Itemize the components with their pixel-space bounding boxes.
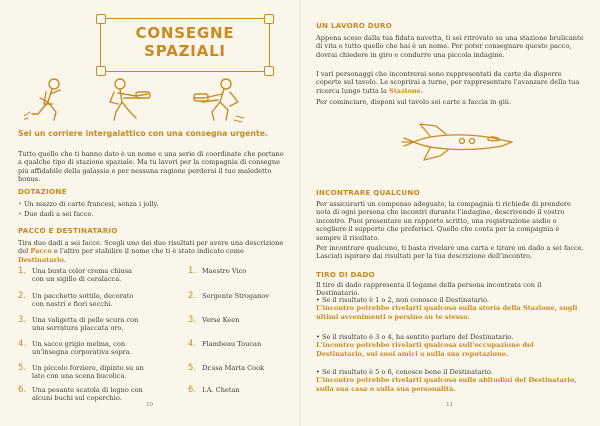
bullet-icon: • <box>18 210 22 218</box>
running-astronaut-icon <box>24 79 60 120</box>
title-line2: SPAZIALI <box>144 42 226 60</box>
table-number: 1. <box>188 265 196 275</box>
incontrare-heading: INCONTRARE QUALCUNO <box>316 188 420 197</box>
tiro-item: • Se il risultato è 1 o 2, non conosce il Destinatario. L'incontro potrebbe rivelarti qualcosa sulla storia della Stazione, sugli ultimi avvenimenti o persino su te stesso. <box>316 296 578 321</box>
dotazione-heading: DOTAZIONE <box>18 187 67 196</box>
spaceship-icon <box>400 120 520 164</box>
title-corner <box>96 66 106 76</box>
title-line1: CONSEGNE <box>135 24 235 42</box>
tiro-intro: Il tiro di dado rappresenta il legame della persona incontrata con il Destinatario. <box>316 281 542 298</box>
right-page <box>300 0 600 426</box>
lavoro-paragraph: Per cominciare, disponi sul tavolo sei carte a faccia in giù. <box>316 98 512 106</box>
tiro-heading: TIRO DI DADO <box>316 270 375 279</box>
pacco-heading: PACCO E DESTINATARIO <box>18 226 118 235</box>
lavoro-heading: UN LAVORO DURO <box>316 21 392 30</box>
dotazione-item: • Un mazzo di carte francesi, senza i jolly. <box>18 200 159 208</box>
lavoro-paragraph: Appena sceso dalla tua fidata navetta, ti sei ritrovato su una stazione brulicante di vita e tutto quello che hai è un nome. Per poter consegnare questo pacco, dovrai chiedere in giro e condurre una piccola indagine. <box>316 34 584 59</box>
gunner-crouching-icon <box>194 79 244 122</box>
page-number-right: 11 <box>446 402 454 408</box>
title-corner <box>264 14 274 24</box>
tiro-item: • Se il risultato è 5 o 6, conosce bene il Destinatario. L'incontro potrebbe rivelarti qualcosa sulle abitudini del Destinatario, sulla sua casa o sulla sua personalità. <box>316 368 577 393</box>
tiro-item: • Se il risultato è 3 o 4, ha sentito parlare del Destinatario. L'incontro potrebbe rivelarti qualcosa sull'occupazione del Destinatario, sui suoi amici o sulla sua reputazione. <box>316 333 534 358</box>
gunner-astronaut-icon <box>110 79 150 120</box>
page-number-left: 10 <box>146 402 154 408</box>
lavoro-paragraph: I vari personaggi che incontrerai sono rappresentati da carte da disporre coperte sul tavolo. Le scoprirai a turno, per rappresentare l'avanzare della tua ricerca lungo tutta la Stazione. <box>316 70 580 95</box>
left-page: CONSEGNE SPAZIALI Sei un corriere intergalattico con una consegna urgente. Tutto quello che ti hanno dato è un nome e una serie di coordinate che portano a qualche tipo di stazione spaziale. Ma tu lavori per la compagnia di consegne più affidabile della galassia e per nessuna ragione perderai il tuo maledetto bonus. DOTAZIONE • Un mazzo di carte francesi, senza i jolly. • Due dadi a sei facce. PACCO E DESTINATARIO Tira due dadi a sei facce. Scegli uno dei due risultati per avere una descrizione del Pacco e l'altro per stabilire il nome che ti è stato indicato come Destinatario. 1. Una busta color crema chiusa con un sigillo di ceralacca. Maestro Vico 2. Un pacchetto sottile, decorato con nastri e fiori secchi. 2. Sergente Stroganov 3. Una valigetta di pelle scura con una serratura placcata oro. 3. Verse Keen 4. Un sacco grigio melma, con un'insegna corporativa sopra. 4. Flambeau Toucan 5. Un piccolo forziere, dipinto su un lato con una scena bucolica. 5. Dr.ssa Marta Cook 6. Una pesante scatola di legno con alcuni buchi sul coperchio. 6. I.A. Chetan 1. 10 <box>0 0 300 426</box>
title-box <box>100 18 270 72</box>
incontrare-paragraph: Per incontrare qualcuno, ti basta rivelare una carta e tirare un dado a sei facce. Lasciati ispirare dai risultati per la tua descrizione dell'incontro. <box>316 244 584 261</box>
pacco-paragraph: Tira due dadi a sei facce. Scegli uno dei due risultati per avere una descrizione del Pacco e l'altro per stabilire il nome che ti è stato indicato come Destinatario. <box>18 239 284 264</box>
incontrare-paragraph: Per assicurarti un compenso adeguato, la compagnia ti richiede di prendere nota di ogni persona che incontri durante l'indagine, descrivendo il vostro incontro. Puoi presentare un rapporto scritto, una registrazione audio o scegliere il supporto che preferisci. Quello che conta per la compagnia è sempre il risultato. <box>316 200 571 242</box>
bullet-icon: • <box>18 200 22 208</box>
dotazione-item: • Due dadi a sei facce. <box>18 210 94 218</box>
tagline: Sei un corriere intergalattico con una consegna urgente. <box>18 129 268 138</box>
title-corner <box>264 66 274 76</box>
astronauts-illustration <box>24 76 264 124</box>
title-corner <box>96 14 106 24</box>
intro-paragraph: Tutto quello che ti hanno dato è un nome e una serie di coordinate che portano a qualche tipo di stazione spaziale. Ma tu lavori per la compagnia di consegne più affidabile della galassia e per nessuna ragione perderai il tuo maledetto bonus. <box>18 150 284 184</box>
